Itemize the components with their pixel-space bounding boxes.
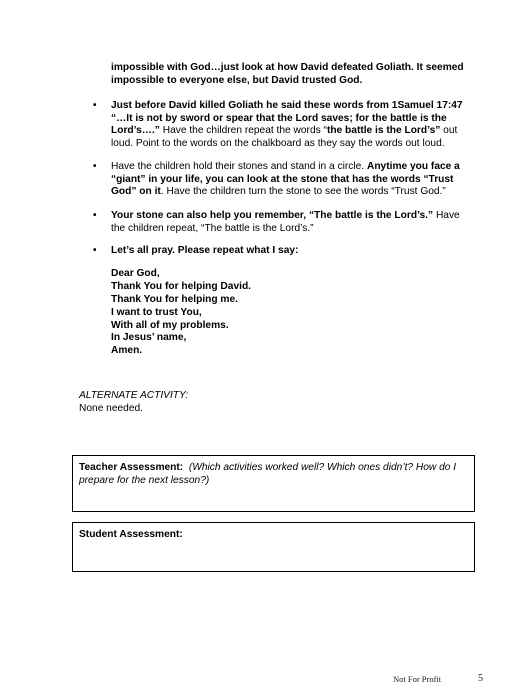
- bullet-line: Let’s all pray. Please repeat what I say:: [111, 245, 299, 256]
- teacher-assessment-prompt: prepare for the next lesson?): [79, 474, 210, 486]
- bullet-line: Just before David killed Goliath he said these words from 1Samuel 17:47: [111, 100, 463, 111]
- bullet-icon: •: [93, 100, 97, 111]
- prayer-line: Thank You for helping David.: [111, 280, 251, 292]
- alternate-activity-value: None needed.: [79, 402, 144, 414]
- bullet-line: loud. Point to the words on the chalkboard as they say the words out loud.: [111, 137, 445, 149]
- prayer-line: With all of my problems.: [111, 319, 229, 331]
- student-assessment-label: Student Assessment:: [79, 529, 183, 540]
- normal-text: out: [440, 125, 458, 137]
- continuation-paragraph: [111, 62, 491, 87]
- bullet-icon: •: [93, 210, 97, 221]
- bullet-line: the children repeat, “The battle is the Lord’s.”: [111, 222, 314, 234]
- bullet-line: “…It is not by sword or spear that the Lord saves; for the battle is the: [111, 112, 447, 124]
- prayer-line: Dear God,: [111, 268, 160, 279]
- bold-text: God” on it: [111, 186, 161, 198]
- bullet-line: [111, 161, 496, 174]
- student-assessment-box[interactable]: [72, 522, 475, 572]
- normal-text: Have the children hold their stones and stand in a circle.: [111, 161, 367, 172]
- teacher-assessment-prompt: (Which activities worked well? Which ones didn’t? How do I: [188, 462, 457, 473]
- normal-text: Have: [433, 210, 460, 221]
- bullet-line: “giant” in your life, you can look at the stone that has the words “Trust: [111, 173, 454, 185]
- continuation-line: impossible to everyone else, but David trusted God.: [111, 74, 363, 86]
- prayer-block: [111, 268, 411, 358]
- alternate-activity: [79, 390, 379, 415]
- bullet-item-remember: [93, 210, 496, 235]
- prayer-line: Thank You for helping me.: [111, 293, 238, 305]
- alternate-activity-label: ALTERNATE ACTIVITY:: [79, 390, 189, 401]
- teacher-assessment-box[interactable]: [72, 455, 475, 512]
- bullet-item-verse: [93, 100, 496, 150]
- teacher-assessment-line: [79, 475, 469, 488]
- page-footer: [0, 674, 532, 688]
- bullet-line: [111, 186, 496, 199]
- bold-text: Lord’s….”: [111, 125, 160, 137]
- bold-text: the battle is the Lord’s”: [326, 125, 441, 137]
- teacher-assessment-line: [79, 462, 469, 475]
- bullet-line: [111, 125, 496, 138]
- student-assessment-text: [79, 529, 469, 542]
- prayer-line: Amen.: [111, 345, 143, 357]
- normal-text: . Have the children turn the stone to see the words “Trust God.”: [160, 186, 446, 198]
- bold-text: Your stone can also help you remember, “The battle is the Lord’s.”: [111, 210, 434, 221]
- bullet-item-pray: [93, 245, 496, 258]
- footer-note: Not For Profit: [393, 674, 442, 684]
- teacher-assessment-text: [79, 462, 469, 487]
- bullet-icon: •: [93, 245, 97, 256]
- bullet-item-stones: [93, 161, 496, 199]
- prayer-line: In Jesus’ name,: [111, 332, 187, 344]
- teacher-assessment-label: Teacher Assessment:: [79, 462, 184, 473]
- page-number: 5: [478, 673, 483, 684]
- bullet-line: [111, 210, 496, 223]
- prayer-line: I want to trust You,: [111, 306, 202, 318]
- bullet-icon: •: [93, 161, 97, 172]
- normal-text: Have the children repeat the words “: [159, 125, 327, 137]
- bold-text: Anytime you face a: [366, 161, 460, 172]
- continuation-line: impossible with God…just look at how David defeated Goliath. It seemed: [111, 62, 464, 73]
